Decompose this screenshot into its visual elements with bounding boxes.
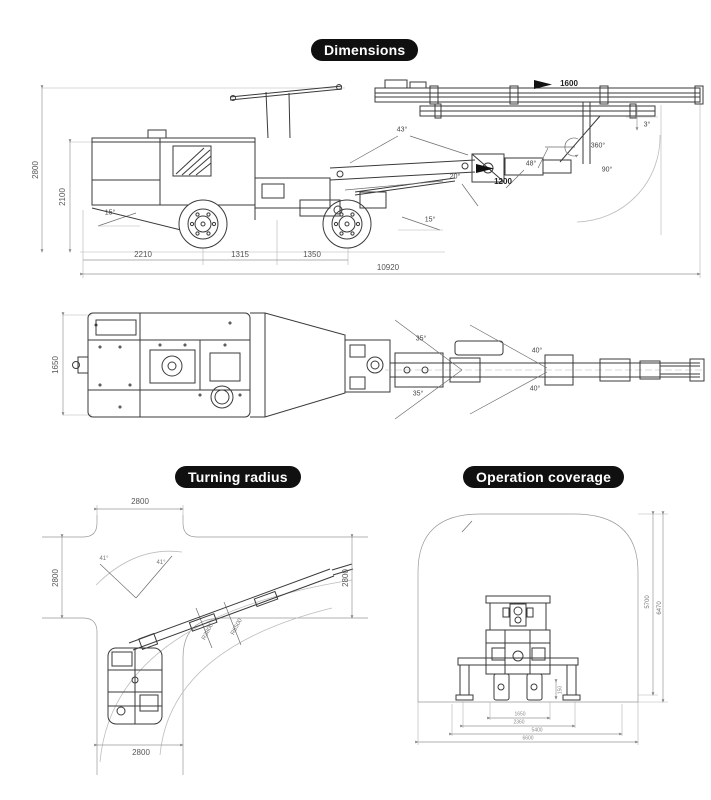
jack-offset-label: 150 xyxy=(557,685,564,695)
side-view-drawing xyxy=(0,60,711,295)
rear-approach-angle-label: 15° xyxy=(104,209,116,217)
track-width-label: 1650 xyxy=(514,711,526,718)
operation-coverage-drawing xyxy=(410,490,710,790)
boom-lower-angle-label: 20° xyxy=(449,173,461,181)
turning-radius-drawing xyxy=(0,490,400,800)
feed-tilt-angle-label: 3° xyxy=(643,121,651,129)
side-cab-height-label: 2100 xyxy=(58,188,67,206)
overall-length-label: 10920 xyxy=(376,263,400,272)
mid-length-label: 1315 xyxy=(231,250,249,259)
rear-length-label: 2210 xyxy=(134,250,152,259)
boom-lift-angle-label: 43° xyxy=(396,126,408,134)
boom-extension-label: 1200 xyxy=(494,177,512,186)
front-approach-angle-label: 15° xyxy=(424,216,436,224)
outer-radius-label: R6500 xyxy=(230,617,244,637)
inner-radius-label: R3800 xyxy=(201,622,215,642)
coverage-height-outer-label: 6470 xyxy=(657,601,663,615)
swing-feed-lower-label: 40° xyxy=(529,385,541,393)
side-overall-height-label: 2800 xyxy=(31,161,40,179)
swing-feed-upper-label: 40° xyxy=(531,347,543,355)
operation-coverage-title-badge: Operation coverage xyxy=(463,466,624,488)
top-view xyxy=(0,295,711,445)
front-length-label: 1350 xyxy=(303,250,321,259)
turning-width-top-label: 2800 xyxy=(131,497,149,506)
turning-width-left-label: 2800 xyxy=(51,569,60,587)
steer-angle-right-label: 41° xyxy=(156,560,166,566)
rotation-angle-label: 360° xyxy=(590,142,606,150)
turning-radius-title-badge: Turning radius xyxy=(175,466,301,488)
jack-span-label: 2360 xyxy=(513,719,525,726)
side-view xyxy=(0,60,711,295)
feed-vertical-angle-label: 90° xyxy=(601,166,613,174)
steer-angle-left-label: 41° xyxy=(99,556,109,562)
turning-width-bottom-label: 2800 xyxy=(132,748,150,757)
top-view-drawing xyxy=(0,295,711,445)
boom-swing-angle-label: 48° xyxy=(525,160,537,168)
feed-extension-label: 1600 xyxy=(560,79,578,88)
turning-radius-view xyxy=(0,490,400,800)
coverage-height-inner-label: 5700 xyxy=(645,595,651,609)
swing-front-lower-label: 35° xyxy=(412,390,424,398)
turning-width-right-label: 2800 xyxy=(341,569,350,587)
coverage-width-label: 6600 xyxy=(522,735,534,742)
operation-coverage-view xyxy=(410,490,710,790)
top-overall-width-label: 1650 xyxy=(51,356,60,374)
mid-width-label: 5400 xyxy=(531,727,543,734)
dimensions-title-badge: Dimensions xyxy=(311,39,418,61)
swing-front-upper-label: 35° xyxy=(415,335,427,343)
